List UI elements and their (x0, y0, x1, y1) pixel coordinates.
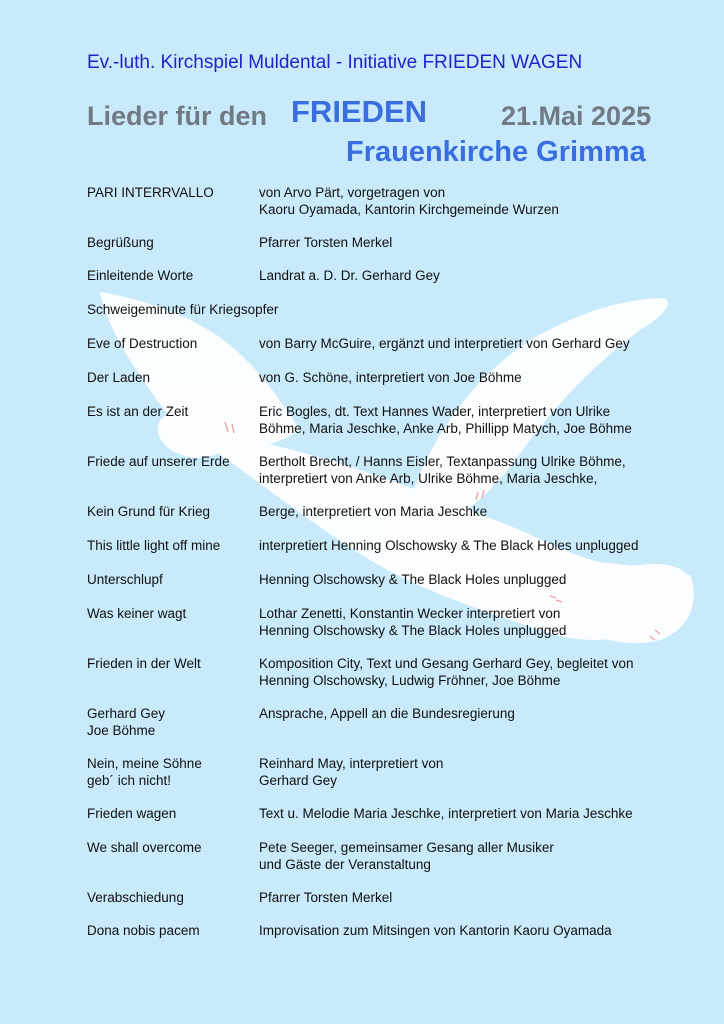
program-item (87, 805, 697, 822)
program-item-description-line: Henning Olschowsky & The Black Holes unplugged (259, 572, 567, 587)
program-item (87, 655, 697, 689)
program-item-title (87, 369, 257, 386)
program-item-description (259, 655, 697, 689)
program-item (87, 839, 697, 873)
program-item (87, 301, 697, 318)
program-item-title (87, 267, 257, 284)
program-item-title-line: geb´ ich nicht! (87, 773, 172, 788)
program-item-title (87, 537, 257, 554)
program-item-title (87, 403, 257, 420)
program-item-description-line: Böhme, Maria Jeschke, Anke Arb, Phillipp Matych, Joe Böhme (259, 421, 632, 436)
program-item-title-line: Was keiner wagt (87, 606, 187, 621)
program-item-description (259, 369, 697, 386)
program-item-description-line: Bertholt Brecht, / Hanns Eisler, Textanpassung Ulrike Böhme, (259, 454, 626, 469)
program-item-description-line: Pfarrer Torsten Merkel (259, 890, 393, 905)
program-item (87, 453, 697, 487)
program-item-title (87, 755, 257, 789)
program-item-description (259, 922, 697, 939)
program-item-description (259, 335, 697, 352)
program-item-description (259, 537, 697, 554)
program-item-description-line: Lothar Zenetti, Konstantin Wecker interpretiert von (259, 606, 561, 621)
organization-header: Ev.-luth. Kirchspiel Muldental - Initiative FRIEDEN WAGEN (87, 52, 583, 73)
program-item-title (87, 655, 257, 672)
program-item-description-line: und Gäste der Veranstaltung (259, 857, 431, 872)
program-item-description-line: Ansprache, Appell an die Bundesregierung (259, 706, 515, 721)
program-item-title-line: Schweigeminute für Kriegsopfer (87, 302, 279, 317)
program-item-description-line: Landrat a. D. Dr. Gerhard Gey (259, 268, 440, 283)
program-item-description (259, 889, 697, 906)
program-item-description-line: von Arvo Pärt, vorgetragen von (259, 185, 446, 200)
program-item-description (259, 605, 697, 639)
program-item-description (259, 301, 697, 318)
program-item-description-line: von Barry McGuire, ergänzt und interpretiert von Gerhard Gey (259, 336, 630, 351)
program-item-description-line: Improvisation zum Mitsingen von Kantorin Kaoru Oyamada (259, 923, 612, 938)
program-item-description (259, 403, 697, 437)
program-item-description-line: Pete Seeger, gemeinsamer Gesang aller Musiker (259, 840, 554, 855)
program-item (87, 755, 697, 789)
program-item-title (87, 571, 257, 588)
program-item-description (259, 839, 697, 873)
program-item-title-line: Joe Böhme (87, 723, 156, 738)
program-item (87, 705, 697, 738)
program-item-title-line: Begrüßung (87, 235, 154, 250)
program-item-description-line: Reinhard May, interpretiert von (259, 756, 444, 771)
program-item-description (259, 705, 697, 722)
program-item-description (259, 267, 697, 284)
program-item-title-line: Gerhard Gey (87, 706, 166, 721)
program-item-title (87, 705, 257, 739)
program-item-title (87, 922, 257, 939)
program-item-title-line: We shall overcome (87, 840, 202, 855)
program-item-description (259, 453, 697, 487)
program-item (87, 335, 697, 352)
program-item-description (259, 234, 697, 251)
program-item-title (87, 234, 257, 251)
program-item-description (259, 503, 697, 520)
program-item-description-line: Gerhard Gey (259, 773, 338, 788)
program-item (87, 503, 697, 520)
program-item (87, 267, 697, 284)
program-item-title (87, 605, 257, 622)
program-item-title-line: Es ist an der Zeit (87, 404, 189, 419)
program-item-title-line: Dona nobis pacem (87, 923, 200, 938)
title-highlight: FRIEDEN (291, 94, 428, 129)
program-item-description (259, 805, 697, 822)
page-title (87, 94, 687, 134)
program-item-title-line: Nein, meine Söhne (87, 756, 202, 771)
program-item-description-line: interpretiert von Anke Arb, Ulrike Böhme, Maria Jeschke, (259, 471, 598, 486)
venue-name: Frauenkirche Grimma (346, 136, 646, 168)
program-item-title-line: Unterschlupf (87, 572, 163, 587)
program-item (87, 571, 697, 588)
program-item-description-line: Henning Olschowsky, Ludwig Fröhner, Joe Böhme (259, 673, 561, 688)
program-item-title-line: Verabschiedung (87, 890, 184, 905)
program-item-title-line: Kein Grund für Krieg (87, 504, 211, 519)
program-item-description-line: Pfarrer Torsten Merkel (259, 235, 393, 250)
program-item-title (87, 503, 257, 520)
program-item-description (259, 184, 697, 218)
program-item-title-line: Der Laden (87, 370, 151, 385)
program-item (87, 403, 697, 437)
program-item-title-line: Eve of Destruction (87, 336, 198, 351)
program-item (87, 537, 697, 554)
event-date: 21.Mai 2025 (501, 101, 652, 131)
program-item-description (259, 755, 697, 789)
program-item-description-line: Kaoru Oyamada, Kantorin Kirchgemeinde Wurzen (259, 202, 559, 217)
program-item-title (87, 453, 257, 470)
program-item (87, 184, 697, 218)
program-item-description-line: Henning Olschowsky & The Black Holes unplugged (259, 623, 567, 638)
program-item-title-line: Frieden wagen (87, 806, 177, 821)
program-item (87, 922, 697, 939)
program-item-description (259, 571, 697, 588)
program-item-description-line: Text u. Melodie Maria Jeschke, interpretiert von Maria Jeschke (259, 806, 633, 821)
program-item (87, 234, 697, 251)
program-item-title (87, 805, 257, 822)
program-item-title-line: Frieden in der Welt (87, 656, 201, 671)
program-item-title-line: This little light off mine (87, 538, 221, 553)
program-item-description-line: von G. Schöne, interpretiert von Joe Böhme (259, 370, 522, 385)
program-item-title (87, 335, 257, 352)
program-item (87, 605, 697, 639)
program-item-title (87, 889, 257, 906)
program-item (87, 889, 697, 906)
program-item-title (87, 839, 257, 856)
program-item-description-line: Eric Bogles, dt. Text Hannes Wader, interpretiert von Ulrike (259, 404, 611, 419)
program-item (87, 369, 697, 386)
program-item-description-line: interpretiert Henning Olschowsky & The Black Holes unplugged (259, 538, 639, 553)
program-item-description-line: Komposition City, Text und Gesang Gerhard Gey, begleitet von (259, 656, 634, 671)
program-item-title-line: Einleitende Worte (87, 268, 194, 283)
program-item-title (87, 184, 257, 201)
program-item-title-line: PARI INTERRVALLO (87, 185, 214, 200)
program-item-title-line: Friede auf unserer Erde (87, 454, 230, 469)
program-item-description-line: Berge, interpretiert von Maria Jeschke (259, 504, 488, 519)
title-prefix: Lieder für den (87, 101, 268, 131)
